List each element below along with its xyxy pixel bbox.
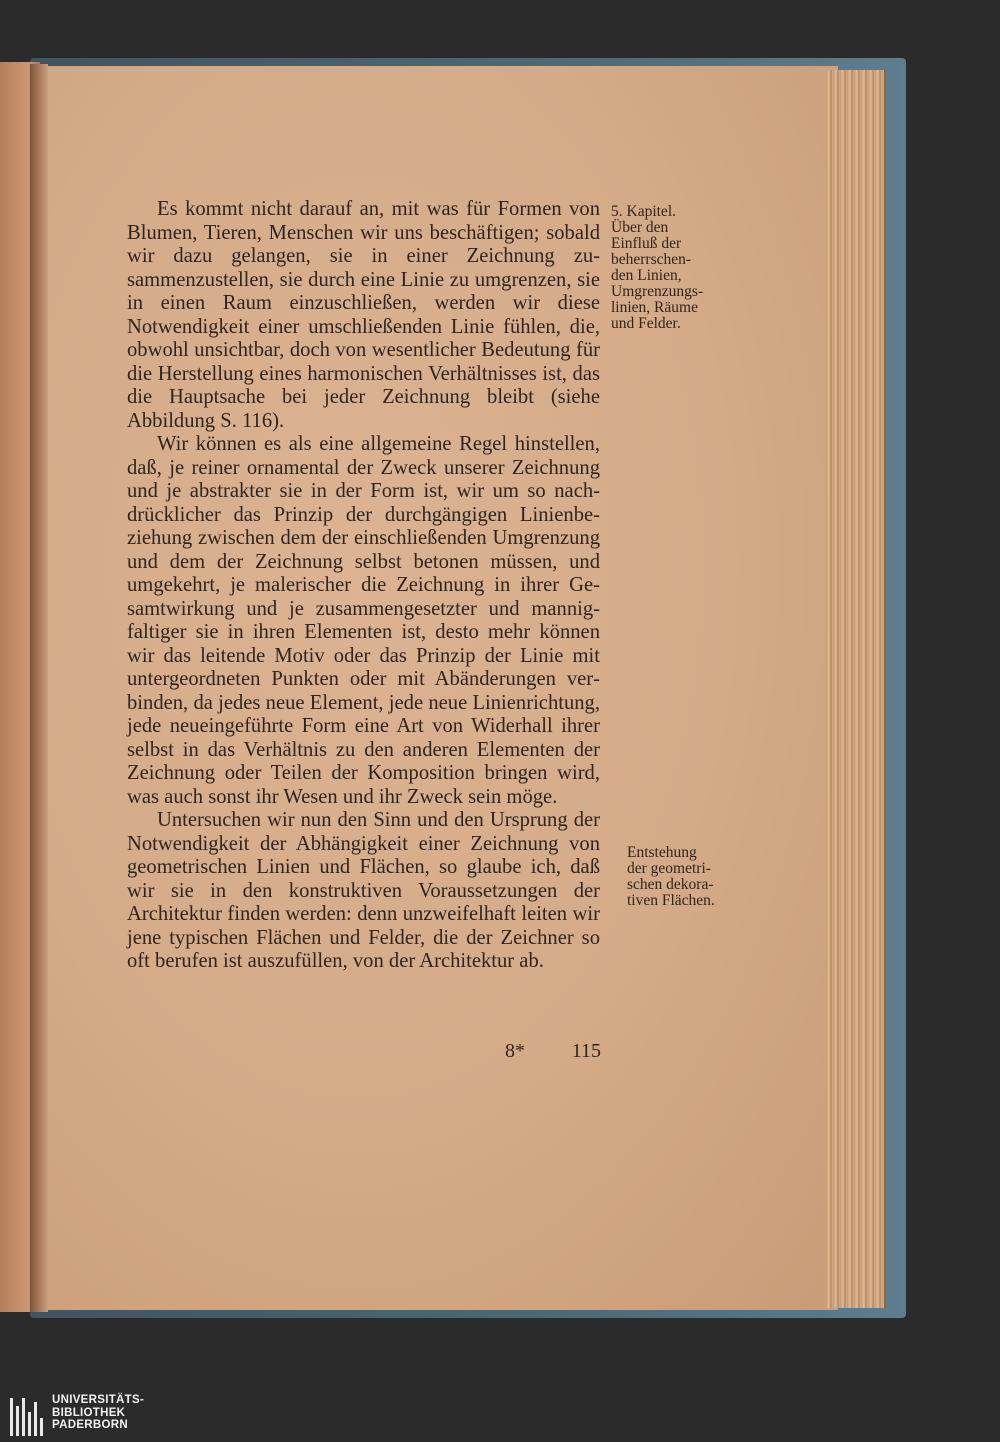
margin-note-line: Entstehung <box>627 844 697 861</box>
paragraph-1: Es kommt nicht darauf an, mit was für Formen von Blumen, Tieren, Menschen wir uns beschäftigen; sobald wir dazu gelangen, sie in einer Zeichnung zusammenzustellen, sie durch eine Linie zu umgrenzen, sie in einen Raum einzuschließen, werden wir diese Notwendigkeit einer umschließenden Linie fühlen, die, obwohl unsichtbar, doch von wesentlicher Bedeutung für die Herstellung eines harmonischen Verhältnisses ist, das die Hauptsache bei jeder Zeichnung bleibt (siehe Abbildung S. 116). <box>127 198 600 432</box>
margin-note-line: Über den <box>611 219 669 236</box>
margin-note-line: Umgrenzungs- <box>611 283 704 300</box>
library-name[interactable] <box>52 1394 144 1432</box>
signature-mark: 8* <box>505 1040 525 1062</box>
margin-note-origin <box>627 845 752 909</box>
margin-note-line: den Linien, <box>611 267 682 284</box>
margin-note-line: 5. Kapitel. <box>611 203 676 220</box>
margin-note-line: linien, Räume <box>611 299 698 316</box>
margin-note-line: und Felder. <box>611 315 681 332</box>
margin-note-line: Einfluß der <box>611 235 682 252</box>
page-gutter <box>30 64 48 1312</box>
margin-note-line: tiven Flächen. <box>627 892 715 909</box>
margin-note-line: schen dekora- <box>627 876 714 893</box>
paragraph-2: Wir können es als eine allgemeine Regel hinstellen, daß, je reiner ornamental der Zweck unserer Zeichnung und je abstrakter sie in der Form ist, wir um so nachdrücklicher das Prinzip der durchgängigen Linienbeziehung zwischen dem der einschließenden Umgrenzung und dem der Zeichnung selbst betonen müssen, und umgekehrt, je malerischer die Zeichnung in ihrer Gesamtwirkung und je zusammengesetzter und mannigfaltiger sie in ihren Elementen ist, desto mehr können wir das leitende Motiv oder das Prinzip der Linie mit untergeordneten Punkten oder mit Abänderungen verbinden, da jedes neue Element, jede neue Linienrichtung, jede neueingeführte Form eine Art von Widerhall ihrer selbst in das Verhältnis zu den anderen Elementen der Zeichnung oder Teilen der Komposition bringen wird, was auch sonst ihr Wesen und ihr Zweck sein möge. <box>127 433 600 808</box>
page-number: 115 <box>571 1040 601 1062</box>
margin-note-line: beherrschen- <box>611 251 692 268</box>
library-name-line: BIBLIOTHEK <box>52 1406 126 1419</box>
library-name-line: UNIVERSITÄTS- <box>52 1394 145 1406</box>
page-stack-edge <box>826 70 886 1308</box>
library-name-line: PADERBORN <box>52 1419 128 1431</box>
paragraph-3: Untersuchen wir nun den Sinn und den Ursprung der Notwendigkeit der Abhängigkeit einer Zeichnung von geometrischen Linien und Flächen, so glaube ich, daß wir sie in den konstruktiven Voraussetzungen der Architektur finden werden: denn unzweifelhaft leiten wir jene typischen Flächen und Felder, die der Zeichner so oft berufen ist auszufüllen, von der Architektur ab. <box>127 809 600 972</box>
margin-note-chapter <box>611 204 736 332</box>
margin-note-line: der geometri- <box>627 860 711 877</box>
library-footer-bar <box>0 1392 1000 1442</box>
library-logo-icon <box>10 1398 46 1436</box>
main-text-column <box>127 198 600 974</box>
